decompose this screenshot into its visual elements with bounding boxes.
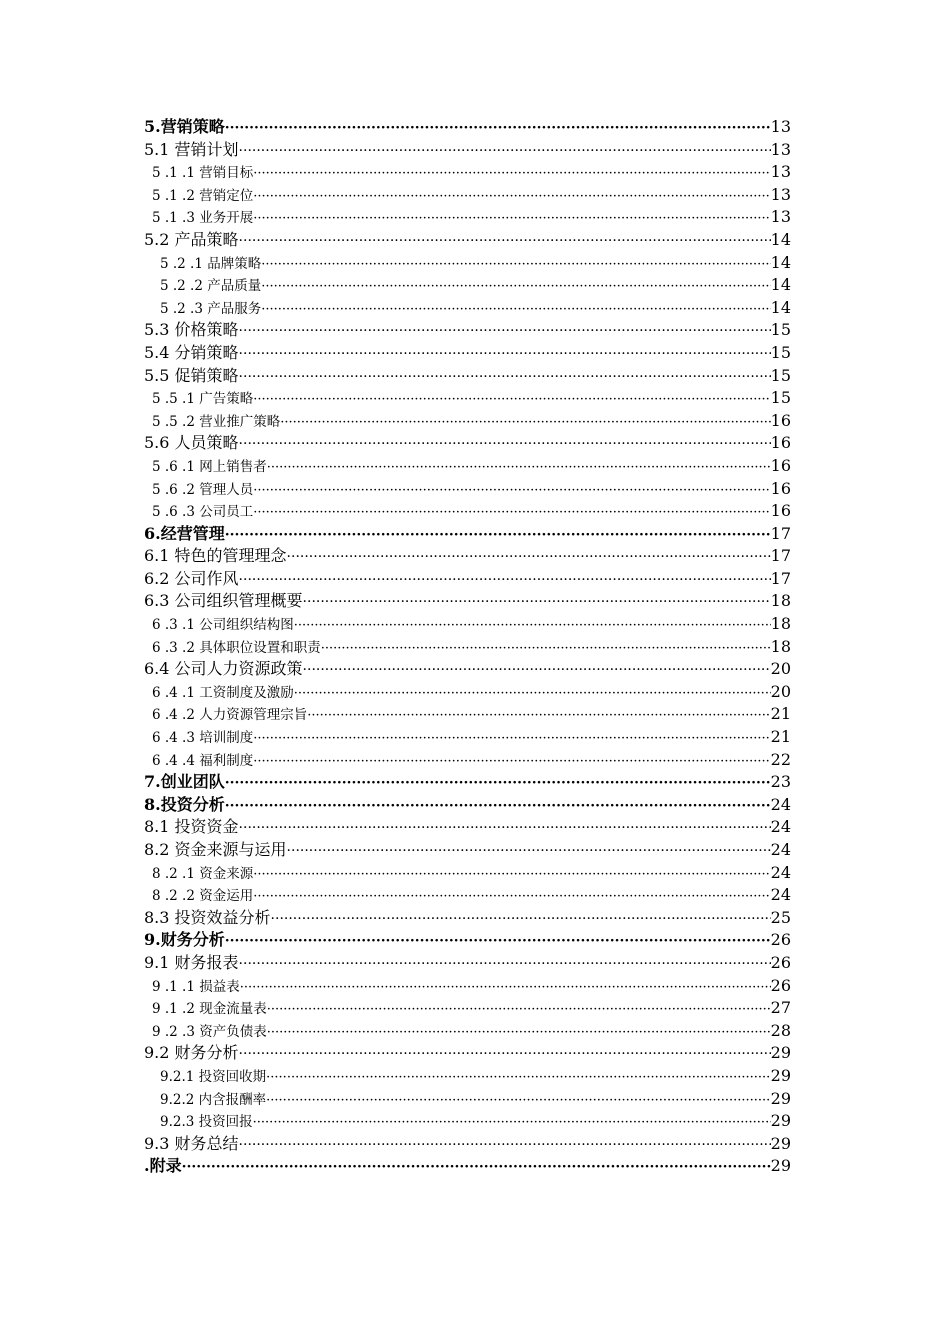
toc-entry-page: 18	[770, 591, 791, 611]
toc-entry-page: 21	[770, 704, 791, 724]
toc-entry-page: 24	[770, 885, 791, 905]
toc-leader-dots	[303, 659, 771, 681]
toc-leader-dots	[225, 117, 771, 139]
toc-entry-label: 5 .2 .2 产品质量	[160, 278, 262, 295]
toc-entry-label: 9.财务分析	[144, 930, 225, 950]
toc-entry-page: 13	[770, 139, 791, 159]
toc-leader-dots	[253, 728, 770, 749]
toc-entry-label: 5.2 产品策略	[144, 229, 239, 249]
toc-entry-page: 16	[770, 433, 791, 453]
toc-entry[interactable]	[144, 862, 791, 885]
toc-entry-label: 9 .2 .3 资产负债表	[152, 1023, 267, 1040]
toc-entry[interactable]	[144, 1042, 791, 1065]
toc-leader-dots	[267, 457, 771, 478]
toc-entry[interactable]	[144, 568, 791, 591]
toc-entry-page: 27	[770, 998, 791, 1018]
toc-entry-label: 6 .4 .3 培训制度	[152, 730, 254, 747]
toc-entry[interactable]	[144, 252, 791, 275]
toc-entry-label: 5 .6 .3 公司员工	[152, 504, 254, 521]
toc-leader-dots	[307, 705, 770, 726]
toc-entry-label: 5 .2 .3 产品服务	[160, 300, 262, 317]
toc-entry-label: 5.5 促销策略	[144, 365, 239, 385]
toc-entry-label: 5 .2 .1 品牌策略	[160, 255, 262, 272]
table-of-contents	[144, 116, 791, 1178]
toc-entry[interactable]	[144, 365, 791, 388]
toc-entry-label: 6 .3 .2 具体职位设置和职责	[152, 639, 321, 656]
toc-entry-label: .附录	[144, 1156, 182, 1176]
toc-entry[interactable]	[144, 297, 791, 320]
toc-entry-label: 5 .1 .3 业务开展	[152, 210, 254, 227]
toc-entry[interactable]	[144, 749, 791, 772]
toc-entry-page: 24	[770, 794, 791, 814]
toc-entry-label: 9.2 财务分析	[144, 1043, 239, 1063]
toc-entry-page: 21	[770, 727, 791, 747]
toc-leader-dots	[261, 299, 770, 320]
toc-leader-dots	[253, 864, 770, 885]
toc-entry[interactable]	[144, 319, 791, 342]
toc-leader-dots	[239, 1134, 771, 1156]
toc-leader-dots	[225, 772, 771, 794]
toc-entry-page: 26	[770, 952, 791, 972]
toc-entry-label: 5.4 分销策略	[144, 342, 239, 362]
toc-entry[interactable]	[144, 1088, 791, 1111]
toc-entry[interactable]	[144, 206, 791, 229]
toc-leader-dots	[261, 254, 770, 275]
toc-entry-page: 23	[770, 772, 791, 792]
toc-leader-dots	[303, 591, 771, 613]
toc-entry[interactable]	[144, 523, 791, 546]
toc-entry-page: 14	[770, 229, 791, 249]
toc-leader-dots	[253, 502, 770, 523]
toc-entry[interactable]	[144, 997, 791, 1020]
toc-leader-dots	[239, 320, 771, 342]
toc-leader-dots	[239, 569, 771, 591]
toc-entry-page: 17	[770, 568, 791, 588]
toc-entry-page: 14	[770, 252, 791, 272]
toc-entry[interactable]	[144, 478, 791, 501]
toc-entry[interactable]	[144, 161, 791, 184]
toc-entry-page: 17	[770, 523, 791, 543]
toc-leader-dots	[253, 389, 770, 410]
toc-entry-page: 15	[770, 320, 791, 340]
toc-entry-label: 6 .4 .4 福利制度	[152, 752, 254, 769]
toc-entry-page: 20	[770, 659, 791, 679]
toc-entry[interactable]	[144, 274, 791, 297]
toc-entry[interactable]	[144, 432, 791, 455]
toc-leader-dots	[239, 817, 771, 839]
toc-leader-dots	[267, 1022, 771, 1043]
toc-entry-label: 5.3 价格策略	[144, 320, 239, 340]
toc-leader-dots	[239, 433, 771, 455]
toc-entry-label: 6.2 公司作风	[144, 568, 239, 588]
toc-entry-page: 24	[770, 817, 791, 837]
toc-entry[interactable]	[144, 975, 791, 998]
toc-entry-page: 28	[770, 1020, 791, 1040]
toc-entry-page: 29	[770, 1133, 791, 1153]
toc-entry[interactable]	[144, 1155, 791, 1178]
toc-entry-page: 18	[770, 614, 791, 634]
toc-entry[interactable]	[144, 658, 791, 681]
toc-entry-label: 8 .2 .2 资金运用	[152, 888, 254, 905]
toc-entry-label: 6.4 公司人力资源政策	[144, 659, 303, 679]
toc-leader-dots	[253, 1112, 771, 1133]
toc-leader-dots	[239, 230, 771, 252]
toc-entry-page: 29	[770, 1065, 791, 1085]
toc-entry-page: 14	[770, 297, 791, 317]
toc-entry[interactable]	[144, 884, 791, 907]
toc-entry-label: 8 .2 .1 资金来源	[152, 865, 254, 882]
toc-leader-dots	[253, 751, 770, 772]
toc-entry-page: 15	[770, 388, 791, 408]
toc-leader-dots	[239, 953, 771, 975]
toc-entry[interactable]	[144, 907, 791, 930]
toc-entry-label: 9 .1 .2 现金流量表	[152, 1001, 267, 1018]
toc-entry[interactable]	[144, 500, 791, 523]
toc-entry-page: 29	[770, 1088, 791, 1108]
toc-entry[interactable]	[144, 929, 791, 952]
toc-entry-page: 29	[770, 1111, 791, 1131]
toc-entry-page: 20	[770, 681, 791, 701]
toc-entry-label: 5 .1 .2 营销定位	[152, 187, 254, 204]
toc-leader-dots	[267, 999, 771, 1020]
toc-entry-label: 5 .6 .2 管理人员	[152, 481, 254, 498]
toc-entry-page: 16	[770, 410, 791, 430]
toc-entry[interactable]	[144, 590, 791, 613]
toc-entry[interactable]	[144, 229, 791, 252]
toc-leader-dots	[225, 795, 771, 817]
toc-entry-label: 5.6 人员策略	[144, 433, 239, 453]
toc-leader-dots	[321, 638, 771, 659]
toc-entry[interactable]	[144, 342, 791, 365]
toc-leader-dots	[225, 930, 771, 952]
toc-entry-page: 16	[770, 455, 791, 475]
toc-entry[interactable]	[144, 545, 791, 568]
toc-entry-label: 5.营销策略	[144, 117, 225, 136]
toc-entry-label: 6 .3 .1 公司组织结构图	[152, 617, 294, 634]
toc-entry[interactable]	[144, 771, 791, 794]
toc-leader-dots	[239, 1043, 771, 1065]
toc-leader-dots	[253, 186, 770, 207]
toc-entry-label: 6.3 公司组织管理概要	[144, 591, 303, 611]
toc-entry-page: 13	[770, 207, 791, 227]
toc-entry-label: 6 .4 .2 人力资源管理宗旨	[152, 707, 308, 724]
toc-entry-page: 13	[770, 117, 791, 136]
toc-entry-label: 5 .6 .1 网上销售者	[152, 458, 267, 475]
toc-leader-dots	[287, 546, 771, 568]
toc-entry-page: 29	[770, 1043, 791, 1063]
toc-entry-page: 22	[770, 749, 791, 769]
toc-entry[interactable]	[144, 455, 791, 478]
toc-entry-page: 17	[770, 546, 791, 566]
toc-leader-dots	[266, 1067, 770, 1088]
toc-entry[interactable]	[144, 184, 791, 207]
toc-entry[interactable]	[144, 794, 791, 817]
toc-entry[interactable]	[144, 839, 791, 862]
toc-leader-dots	[253, 886, 770, 907]
toc-entry[interactable]	[144, 613, 791, 636]
toc-entry-label: 8.2 资金来源与运用	[144, 840, 287, 859]
toc-entry-page: 25	[770, 907, 791, 927]
toc-entry-label: 5.1 营销计划	[144, 139, 239, 159]
toc-leader-dots	[294, 615, 771, 636]
toc-entry[interactable]	[144, 703, 791, 726]
toc-entry-label: 9.2.3 投资回报	[160, 1114, 253, 1131]
toc-entry-label: 5 .1 .1 营销目标	[152, 165, 254, 182]
toc-entry-label: 8.1 投资资金	[144, 817, 239, 837]
toc-entry-label: 8.投资分析	[144, 794, 225, 814]
toc-leader-dots	[261, 276, 770, 297]
toc-leader-dots	[239, 343, 771, 365]
toc-entry[interactable]	[144, 816, 791, 839]
toc-entry-label: 9.2.2 内含报酬率	[160, 1091, 267, 1108]
toc-entry-label: 9.1 财务报表	[144, 952, 239, 972]
toc-leader-dots	[271, 908, 771, 930]
toc-leader-dots	[239, 140, 771, 162]
toc-entry-label: 9.2.1 投资回收期	[160, 1068, 267, 1085]
toc-entry[interactable]	[144, 1110, 791, 1133]
toc-leader-dots	[280, 412, 770, 433]
toc-entry-page: 16	[770, 501, 791, 521]
toc-entry-label: 9.3 财务总结	[144, 1133, 239, 1153]
toc-leader-dots	[253, 163, 770, 184]
toc-leader-dots	[225, 524, 771, 546]
toc-entry-page: 13	[770, 162, 791, 182]
toc-entry-page: 15	[770, 342, 791, 362]
toc-entry-label: 9 .1 .1 损益表	[152, 978, 240, 995]
toc-entry[interactable]	[144, 681, 791, 704]
toc-entry-label: 6.1 特色的管理理念	[144, 546, 287, 566]
toc-leader-dots	[266, 1090, 770, 1111]
toc-entry-label: 5 .5 .2 营业推广策略	[152, 413, 281, 430]
toc-leader-dots	[294, 683, 771, 704]
toc-entry[interactable]	[144, 410, 791, 433]
toc-entry[interactable]	[144, 952, 791, 975]
toc-entry[interactable]	[144, 1020, 791, 1043]
toc-entry[interactable]	[144, 139, 791, 162]
toc-entry-label: 6 .4 .1 工资制度及激励	[152, 684, 294, 701]
toc-leader-dots	[240, 977, 771, 998]
toc-leader-dots	[182, 1156, 771, 1178]
toc-entry-page: 26	[770, 930, 791, 950]
toc-entry-page: 13	[770, 184, 791, 204]
toc-leader-dots	[239, 366, 771, 388]
toc-leader-dots	[253, 480, 770, 501]
toc-entry-page: 18	[770, 636, 791, 656]
toc-entry[interactable]	[144, 636, 791, 659]
toc-entry-page: 29	[770, 1156, 791, 1176]
toc-entry[interactable]	[144, 1065, 791, 1088]
toc-entry-page: 14	[770, 275, 791, 295]
toc-entry-page: 16	[770, 478, 791, 498]
toc-leader-dots	[253, 208, 770, 229]
toc-leader-dots	[287, 840, 771, 862]
toc-entry-label: 5 .5 .1 广告策略	[152, 391, 254, 408]
toc-entry-label: 7.创业团队	[144, 772, 225, 792]
toc-entry[interactable]	[144, 726, 791, 749]
toc-entry-page: 24	[770, 840, 791, 859]
toc-entry[interactable]	[144, 116, 791, 139]
toc-entry[interactable]	[144, 1133, 791, 1156]
toc-entry-page: 24	[770, 862, 791, 882]
toc-entry-page: 26	[770, 975, 791, 995]
toc-entry-page: 15	[770, 365, 791, 385]
toc-entry[interactable]	[144, 387, 791, 410]
toc-entry-label: 6.经营管理	[144, 523, 225, 543]
toc-entry-label: 8.3 投资效益分析	[144, 907, 271, 927]
